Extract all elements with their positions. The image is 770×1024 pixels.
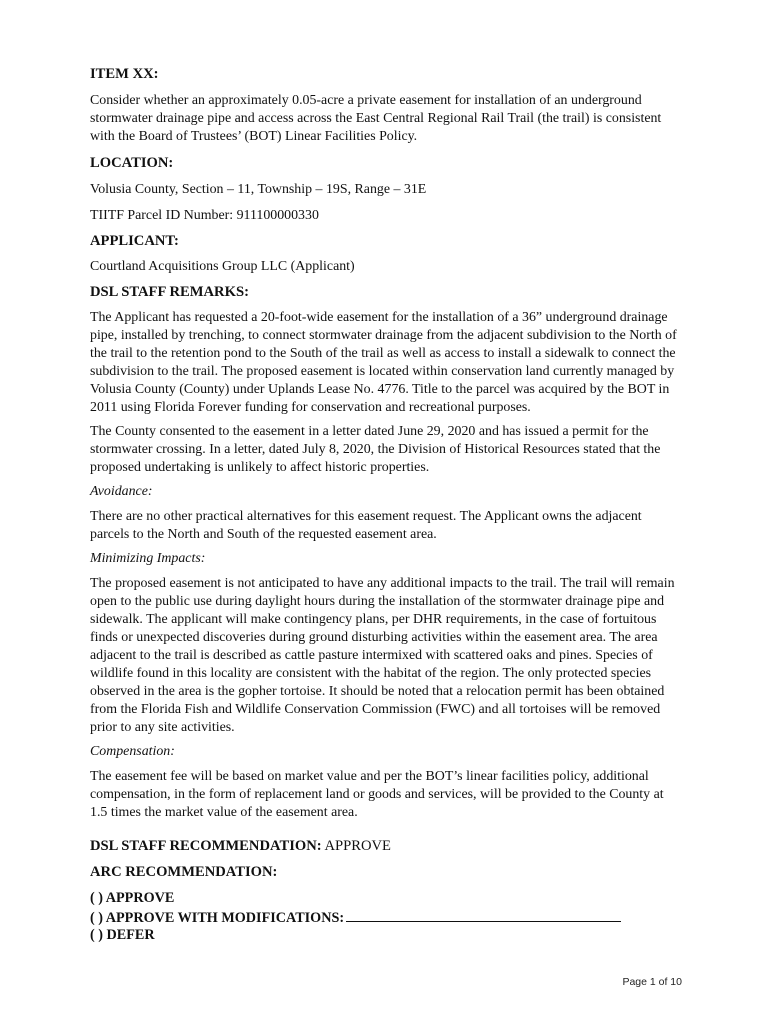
minimizing-text: The proposed easement is not anticipated to have any additional impacts to the trail. The trail will remain open to the public use during daylight hours during the installation of the stormwater drainage pipe and sidewalk. The applicant will make contingency plans, per DHR requirements, in the case of fortuitous finds or unexpected discoveries during ground disturbing activities within the easement area. The area adjacent to the trail is described as cattle pasture intermixed with scattered oaks and pines. Species of wildlife found in this locality are consistent with the habitat of the region. The only protected species observed in the area is the gopher tortoise. It should be noted that a relocation permit has been obtained from the Florida Fish and Wildlife Conservation Commission (FWC) and all tortoises will be removed prior to any site activities. bbox=[90, 576, 675, 735]
staff-recommendation-value: APPROVE bbox=[321, 838, 391, 854]
parcel-id: TIITF Parcel ID Number: 911100000330 bbox=[90, 208, 319, 223]
staff-recommendation-label: DSL STAFF RECOMMENDATION: bbox=[90, 838, 322, 854]
avoidance-heading: Avoidance: bbox=[90, 484, 153, 499]
option-defer: ( ) DEFER bbox=[90, 927, 155, 943]
arc-heading: ARC RECOMMENDATION: bbox=[90, 864, 278, 880]
location-line: Volusia County, Section – 11, Township – 19S, Range – 31E bbox=[90, 182, 427, 197]
arc-options bbox=[90, 890, 680, 945]
location-heading: LOCATION: bbox=[90, 155, 174, 171]
option-approve: ( ) APPROVE bbox=[90, 890, 175, 906]
compensation-text: The easement fee will be based on market value and per the BOT’s linear facilities policy, additional compensation, in the form of replacement land or goods and services, will be provided to the County at 1.5 times the market value of the easement area. bbox=[90, 769, 664, 820]
page-number: Page 1 of 10 bbox=[622, 976, 682, 988]
item-text: Consider whether an approximately 0.05-acre a private easement for installation of an underground stormwater drainage pipe and access across the East Central Regional Rail Trail (the trail) is consistent with the Board of Trustees’ (BOT) Linear Facilities Policy. bbox=[90, 93, 662, 144]
remarks-paragraph-1: The Applicant has requested a 20-foot-wide easement for the installation of a 36” underground drainage pipe, installed by trenching, to connect stormwater drainage from the adjacent subdivision to the North of the trail to the retention pond to the South of the trail as well as access to install a sidewalk to connect the subdivision to the trail. The proposed easement is located within conservation land currently managed by Volusia County (County) under Uplands Lease No. 4776. Title to the parcel was acquired by the BOT in 2011 using Florida Forever funding for conservation and recreational purposes. bbox=[90, 310, 677, 415]
staff-recommendation bbox=[90, 838, 680, 855]
applicant-text: Courtland Acquisitions Group LLC (Applicant) bbox=[90, 259, 355, 274]
minimizing-heading: Minimizing Impacts: bbox=[90, 551, 206, 566]
option-approve-with-modifications: ( ) APPROVE WITH MODIFICATIONS: bbox=[90, 908, 680, 928]
compensation-heading: Compensation: bbox=[90, 744, 175, 759]
item-heading: ITEM XX: bbox=[90, 66, 159, 82]
remarks-paragraph-2: The County consented to the easement in a letter dated June 29, 2020 and has issued a permit for the stormwater crossing. In a letter, dated July 8, 2020, the Division of Historical Resources stated that the proposed undertaking is unlikely to affect historic properties. bbox=[90, 424, 661, 475]
avoidance-text: There are no other practical alternatives for this easement request. The Applicant owns the adjacent parcels to the North and South of the requested easement area. bbox=[90, 509, 642, 542]
remarks-heading: DSL STAFF REMARKS: bbox=[90, 284, 249, 300]
modifications-blank-line bbox=[346, 908, 621, 922]
applicant-heading: APPLICANT: bbox=[90, 233, 179, 249]
